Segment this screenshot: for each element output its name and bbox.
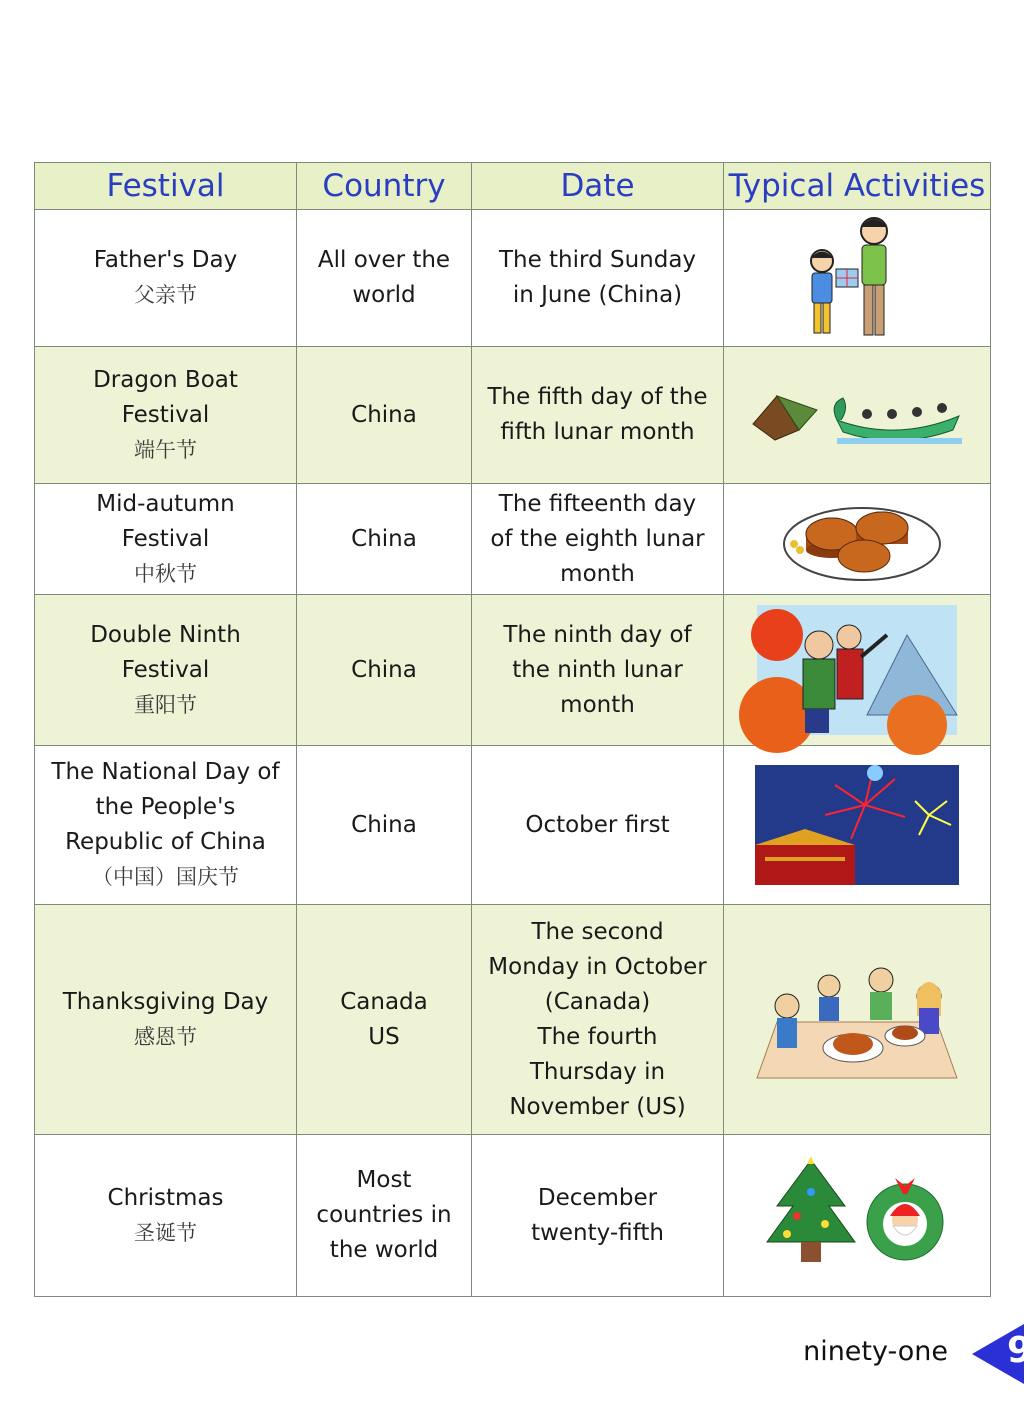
table-row: [35, 746, 991, 905]
festival-cell-line: Festival: [121, 656, 210, 683]
date-cell-line: twenty-fifth: [531, 1219, 664, 1246]
country-cell: [297, 347, 472, 484]
activities-cell: [724, 595, 991, 746]
country-cell-line: US: [368, 1023, 400, 1050]
date-cell-line: The ninth day of: [503, 621, 692, 648]
date-cell-line: (Canada): [544, 988, 651, 1015]
date-cell-line: Monday in October: [488, 953, 707, 980]
activities-cell: [724, 484, 991, 595]
country-cell-line: China: [351, 525, 417, 552]
country-cell: [297, 905, 472, 1135]
date-cell-line: of the eighth lunar: [490, 525, 705, 552]
country-cell-line: Canada: [340, 988, 428, 1015]
header-festival: Festival: [35, 163, 297, 210]
festival-chinese-name: 中秋节: [134, 561, 197, 586]
date-cell-line: The fourth: [537, 1023, 658, 1050]
table-row: [35, 595, 991, 746]
date-cell: [472, 210, 724, 347]
festival-cell-line: Republic of China: [65, 829, 266, 855]
festival-cell: [35, 347, 297, 484]
festival-cell: [35, 210, 297, 347]
country-cell-line: world: [352, 282, 416, 308]
festival-cell: [35, 1135, 297, 1297]
festival-chinese-name: 感恩节: [134, 1024, 197, 1049]
date-cell: [472, 746, 724, 905]
table-row: [35, 905, 991, 1135]
country-cell-line: China: [351, 656, 417, 683]
activities-cell: [724, 210, 991, 347]
country-cell-line: countries in: [316, 1202, 452, 1228]
country-cell-line: the world: [329, 1237, 439, 1263]
country-cell-line: All over the: [317, 247, 451, 273]
mountain-climbing-picture: [757, 605, 957, 735]
date-cell-line: October first: [525, 811, 670, 838]
festival-table: [34, 162, 991, 1297]
festival-chinese-name: 端午节: [134, 437, 197, 462]
header-row: [35, 163, 991, 210]
zongzi-and-dragon-boat-picture: [747, 380, 967, 450]
country-cell: [297, 210, 472, 347]
header-country: Country: [297, 163, 472, 210]
date-cell-line: the ninth lunar: [512, 656, 683, 683]
festival-cell-line: Festival: [121, 525, 210, 552]
festival-cell: [35, 905, 297, 1135]
date-cell: [472, 595, 724, 746]
table-row: [35, 210, 991, 347]
country-cell-line: China: [351, 401, 417, 428]
date-cell-line: fifth lunar month: [500, 419, 695, 445]
fireworks-picture: [755, 765, 959, 885]
festival-cell: [35, 746, 297, 905]
date-cell: [472, 1135, 724, 1297]
festival-chinese-name: 重阳节: [134, 692, 197, 717]
activities-cell: [724, 905, 991, 1135]
festival-cell-line: Mid-autumn: [96, 490, 235, 517]
page-label: ninety-one: [803, 1336, 948, 1367]
date-cell: [472, 484, 724, 595]
festival-cell-line: Thanksgiving Day: [62, 988, 269, 1015]
family-dinner-picture: [757, 962, 957, 1078]
festival-cell-line: Double Ninth: [90, 621, 241, 648]
date-cell: [472, 347, 724, 484]
festival-cell-line: Festival: [121, 401, 210, 428]
date-cell-line: Thursday in: [529, 1058, 666, 1085]
date-cell: [472, 905, 724, 1135]
table-row: [35, 484, 991, 595]
activities-cell: [724, 746, 991, 905]
father-and-son-gift-picture: [792, 213, 922, 343]
mooncakes-picture: [772, 494, 942, 584]
date-cell-line: month: [560, 560, 635, 587]
country-cell: [297, 746, 472, 905]
date-cell-line: month: [560, 691, 635, 718]
date-cell-line: The fifteenth day: [498, 490, 697, 517]
activities-cell: [724, 347, 991, 484]
festival-cell-line: Father's Day: [93, 247, 238, 273]
festival-chinese-name: （中国）国庆节: [92, 865, 239, 889]
date-cell-line: The fifth day of the: [487, 384, 708, 410]
date-cell-line: The second: [531, 918, 664, 945]
country-cell-line: China: [351, 811, 417, 838]
header-date: Date: [472, 163, 724, 210]
christmas-tree-and-wreath-picture: [757, 1156, 957, 1276]
table-row: [35, 347, 991, 484]
festival-chinese-name: 父亲节: [134, 283, 197, 307]
page-number: 9: [1006, 1330, 1032, 1371]
country-cell: [297, 1135, 472, 1297]
festival-cell-line: Dragon Boat: [93, 366, 238, 393]
festival-cell: [35, 484, 297, 595]
header-typical-activities: Typical Activities: [724, 163, 991, 210]
festival-cell-line: the People's: [95, 794, 236, 820]
date-cell-line: in June (China): [512, 282, 683, 308]
country-cell: [297, 595, 472, 746]
date-cell-line: November (US): [509, 1093, 686, 1120]
date-cell-line: The third Sunday: [498, 247, 697, 273]
country-cell-line: Most: [356, 1167, 412, 1193]
table-row: [35, 1135, 991, 1297]
festival-cell-line: The National Day of: [51, 759, 280, 785]
festival-cell-line: Christmas: [107, 1184, 224, 1211]
activities-cell: [724, 1135, 991, 1297]
festival-chinese-name: 圣诞节: [134, 1220, 197, 1245]
festival-cell: [35, 595, 297, 746]
country-cell: [297, 484, 472, 595]
page-footer: [784, 1324, 1032, 1384]
date-cell-line: December: [537, 1184, 658, 1211]
